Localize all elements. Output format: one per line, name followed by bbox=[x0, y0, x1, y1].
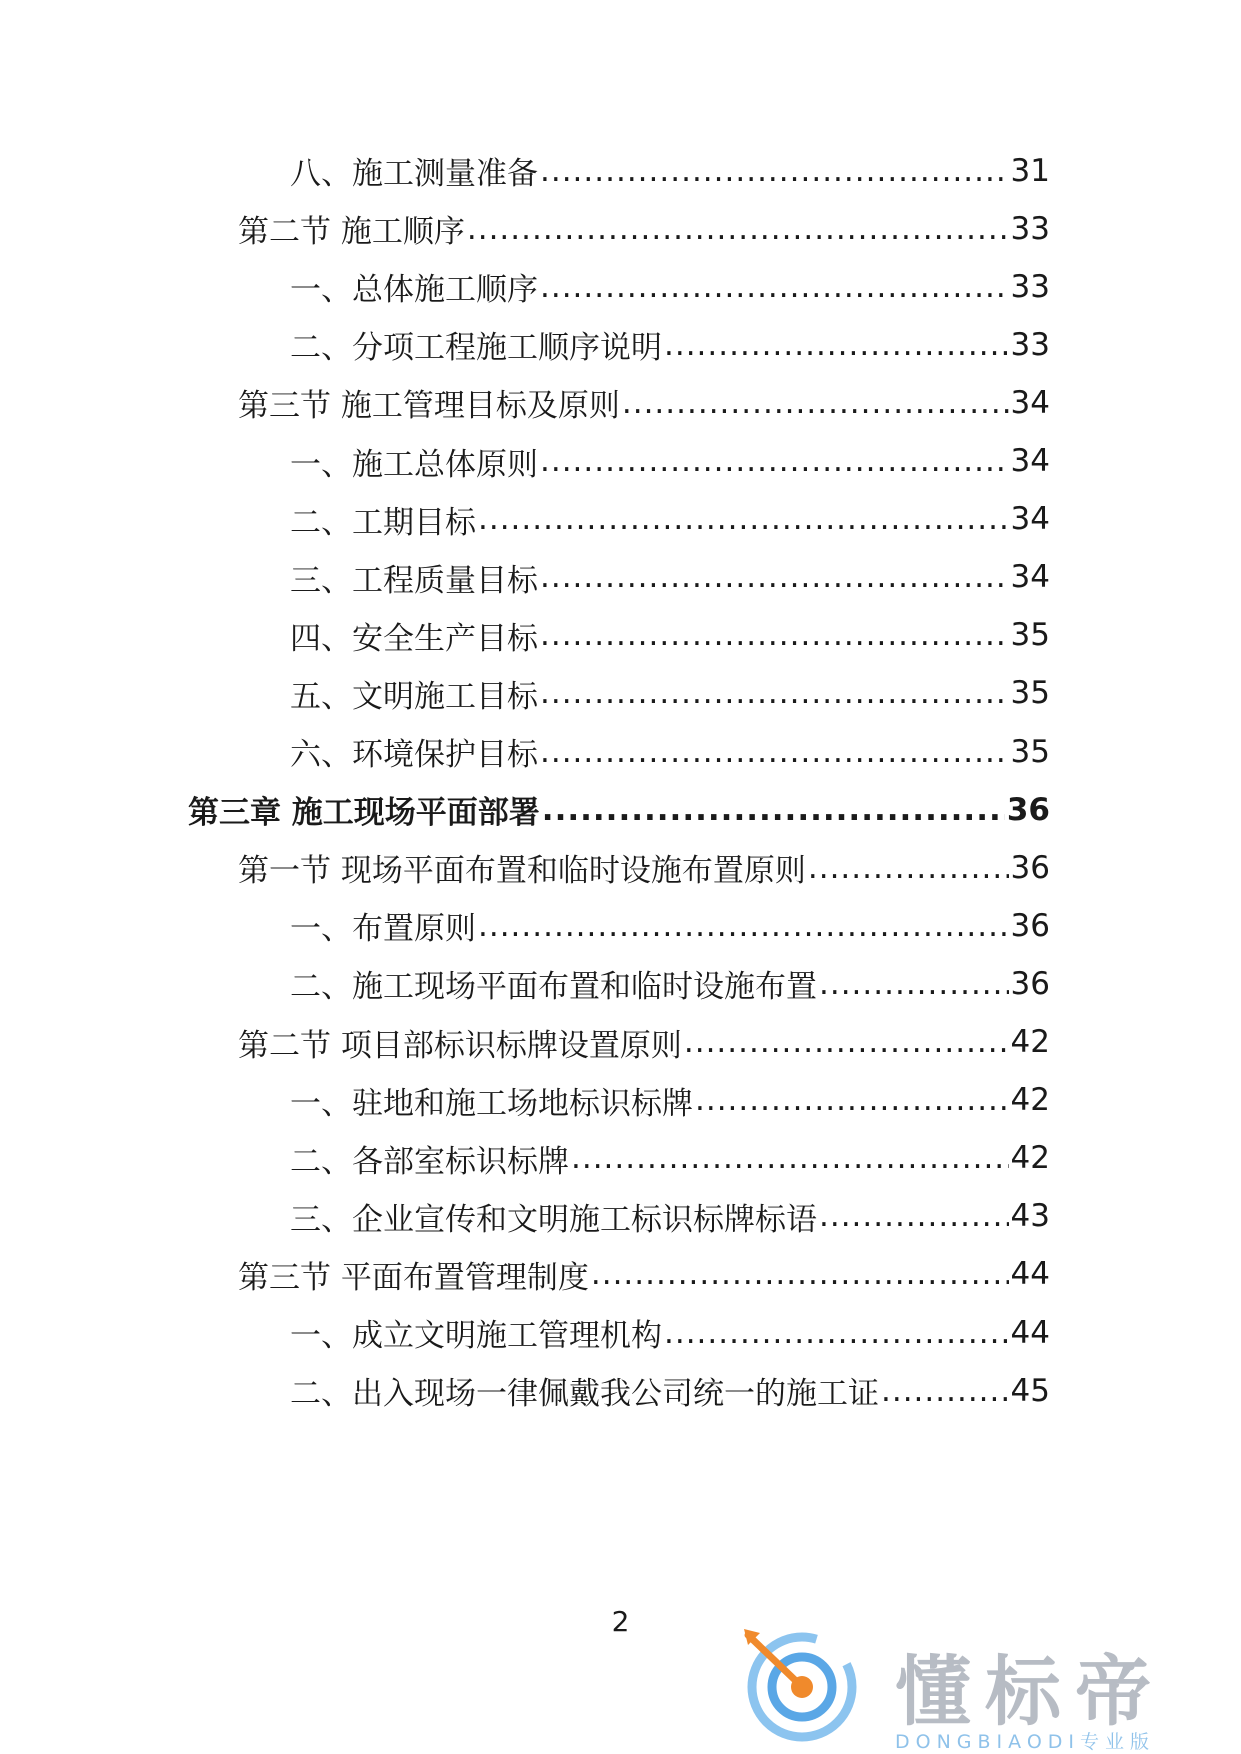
toc-entry-page: 34 bbox=[1010, 559, 1050, 596]
toc-entry[interactable] bbox=[290, 487, 1050, 552]
page-number: 2 bbox=[611, 1605, 630, 1638]
toc-entry[interactable] bbox=[290, 1358, 1050, 1423]
toc-entry-label: 第三章 施工现场平面部署 bbox=[188, 795, 540, 832]
toc-entry-label: 二、工期目标 bbox=[290, 504, 476, 541]
toc-entry[interactable] bbox=[290, 951, 1050, 1016]
toc-dot-leader bbox=[808, 850, 1009, 886]
toc-entry[interactable] bbox=[238, 1242, 1050, 1307]
toc-entry-page: 36 bbox=[1010, 849, 1050, 886]
toc-dot-leader bbox=[684, 1024, 1009, 1060]
toc-dot-leader bbox=[542, 792, 1005, 828]
toc-entry-label: 一、施工总体原则 bbox=[290, 446, 538, 483]
toc-entry-label: 二、各部室标识标牌 bbox=[290, 1143, 569, 1180]
toc-entry-label: 八、施工测量准备 bbox=[290, 156, 538, 192]
toc-dot-leader bbox=[540, 443, 1009, 479]
toc-entry-label: 二、分项工程施工顺序说明 bbox=[290, 330, 662, 367]
toc-dot-leader bbox=[540, 269, 1009, 305]
watermark-subtitle: DONGBIAODI专业版 bbox=[895, 1731, 1156, 1753]
toc-entry-page: 33 bbox=[1010, 210, 1050, 247]
toc-entry-page: 35 bbox=[1010, 617, 1050, 654]
toc-dot-leader bbox=[591, 1256, 1009, 1292]
toc-entry[interactable] bbox=[290, 1184, 1050, 1249]
toc-entry-label: 一、成立文明施工管理机构 bbox=[290, 1318, 662, 1354]
toc-entry-label: 第二节 施工顺序 bbox=[238, 214, 465, 251]
toc-entry-label: 第三节 施工管理目标及原则 bbox=[238, 388, 620, 425]
toc-dot-leader bbox=[819, 1198, 1009, 1234]
toc-entry-page: 34 bbox=[1010, 501, 1050, 538]
toc-dot-leader bbox=[622, 385, 1009, 421]
toc-entry-page: 35 bbox=[1010, 675, 1050, 712]
toc-entry-page: 45 bbox=[1010, 1372, 1050, 1409]
toc-dot-leader bbox=[478, 908, 1009, 944]
toc-dot-leader bbox=[467, 211, 1009, 247]
toc-dot-leader bbox=[540, 559, 1009, 595]
toc-entry-label: 三、工程质量目标 bbox=[290, 562, 538, 599]
toc-entry[interactable] bbox=[290, 429, 1050, 494]
toc-entry[interactable] bbox=[290, 1126, 1050, 1191]
toc-dot-leader bbox=[664, 327, 1009, 363]
toc-dot-leader bbox=[540, 675, 1009, 711]
toc-entry-label: 第一节 现场平面布置和临时设施布置原则 bbox=[238, 853, 806, 890]
toc-entry-label: 四、安全生产目标 bbox=[290, 620, 538, 657]
toc-entry-page: 44 bbox=[1010, 1256, 1050, 1293]
toc-entry-page: 42 bbox=[1010, 1082, 1050, 1119]
toc-entry-page: 35 bbox=[1010, 733, 1050, 770]
toc-dot-leader bbox=[478, 501, 1009, 537]
toc-entry[interactable] bbox=[290, 138, 1050, 203]
toc-entry-page: 42 bbox=[1010, 1140, 1050, 1177]
toc-entry-page: 34 bbox=[1010, 443, 1050, 479]
toc-entry-label: 三、企业宣传和文明施工标识标牌标语 bbox=[290, 1201, 817, 1238]
toc-dot-leader bbox=[881, 1373, 1009, 1409]
toc-entry-label: 六、环境保护目标 bbox=[290, 737, 538, 773]
toc-dot-leader bbox=[695, 1082, 1009, 1118]
toc-entry-page: 34 bbox=[1010, 384, 1050, 421]
toc-entry-label: 一、布置原则 bbox=[290, 911, 476, 948]
toc-entry[interactable] bbox=[238, 196, 1050, 261]
toc-entry-page: 42 bbox=[1010, 1024, 1050, 1060]
toc-entry-page: 36 bbox=[1006, 791, 1050, 828]
toc-dot-leader bbox=[571, 1140, 1009, 1176]
toc-entry-label: 第三节 平面布置管理制度 bbox=[238, 1259, 589, 1296]
watermark-title: 懂标帝 bbox=[895, 1647, 1165, 1736]
toc-entry-page: 33 bbox=[1010, 268, 1050, 305]
toc-entry[interactable] bbox=[238, 835, 1050, 900]
toc-entry-page: 36 bbox=[1010, 907, 1050, 944]
toc-dot-leader bbox=[540, 617, 1009, 653]
toc-entry-page: 43 bbox=[1010, 1198, 1050, 1235]
toc-entry[interactable] bbox=[238, 1010, 1050, 1075]
toc-entry[interactable] bbox=[290, 545, 1050, 610]
toc-entry[interactable] bbox=[290, 312, 1050, 377]
toc-entry-page: 36 bbox=[1010, 965, 1050, 1002]
toc-entry[interactable] bbox=[290, 719, 1050, 784]
toc-entry-label: 五、文明施工目标 bbox=[290, 678, 538, 715]
toc-dot-leader bbox=[540, 153, 1009, 189]
toc-entry[interactable] bbox=[290, 893, 1050, 958]
toc-entry-label: 二、施工现场平面布置和临时设施布置 bbox=[290, 969, 817, 1006]
toc-entry[interactable] bbox=[290, 603, 1050, 668]
toc-entry-label: 一、驻地和施工场地标识标牌 bbox=[290, 1085, 693, 1122]
toc-entry-page: 44 bbox=[1010, 1314, 1050, 1351]
toc-dot-leader bbox=[664, 1315, 1009, 1351]
toc-entry[interactable] bbox=[290, 1300, 1050, 1365]
toc-entry-label: 第二节 项目部标识标牌设置原则 bbox=[238, 1027, 682, 1064]
toc-entry[interactable] bbox=[290, 661, 1050, 726]
toc-entry[interactable] bbox=[290, 1068, 1050, 1133]
toc-dot-leader bbox=[540, 734, 1009, 770]
watermark bbox=[740, 1625, 1220, 1754]
toc-entry-label: 二、出入现场一律佩戴我公司统一的施工证 bbox=[290, 1376, 879, 1413]
toc-entry[interactable] bbox=[290, 254, 1050, 319]
toc-entry-page: 31 bbox=[1010, 152, 1050, 189]
toc-dot-leader bbox=[819, 966, 1009, 1002]
toc-entry[interactable] bbox=[188, 777, 1050, 842]
toc-entry-page: 33 bbox=[1010, 326, 1050, 363]
target-logo-icon bbox=[740, 1625, 860, 1745]
toc-entry-label: 一、总体施工顺序 bbox=[290, 272, 538, 309]
toc-entry[interactable] bbox=[238, 370, 1050, 435]
